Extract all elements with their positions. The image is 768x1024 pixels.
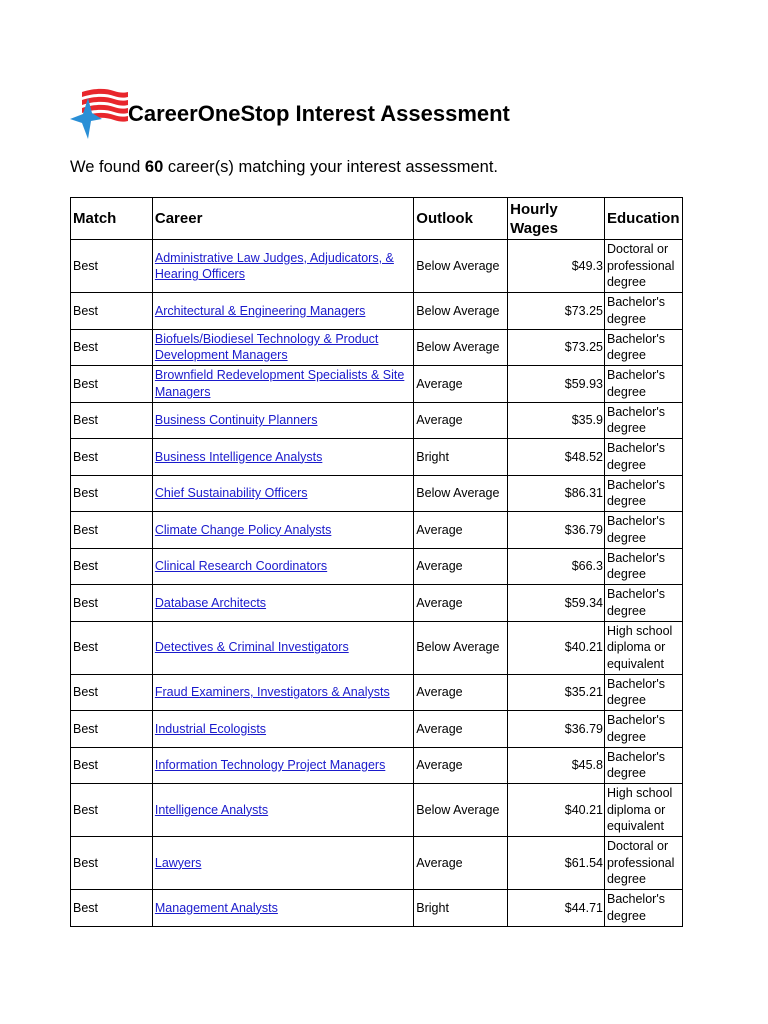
wage-cell: $61.54 — [508, 837, 605, 890]
match-cell: Best — [71, 366, 153, 403]
match-cell: Best — [71, 585, 153, 622]
career-cell — [152, 784, 413, 837]
table-header-row — [71, 198, 683, 240]
match-cell: Best — [71, 890, 153, 927]
careers-table — [70, 197, 683, 927]
careeronestop-logo-icon — [68, 86, 130, 142]
outlook-cell: Average — [414, 366, 508, 403]
summary-suffix: career(s) matching your interest assessment. — [163, 158, 498, 176]
education-cell: Bachelor's degree — [604, 711, 682, 748]
outlook-cell: Average — [414, 747, 508, 784]
wage-cell: $48.52 — [508, 439, 605, 476]
career-link[interactable]: Architectural & Engineering Managers — [154, 303, 366, 318]
wage-cell: $45.8 — [508, 747, 605, 784]
career-link[interactable]: Clinical Research Coordinators — [154, 559, 328, 573]
outlook-cell: Average — [414, 585, 508, 622]
outlook-cell: Average — [414, 837, 508, 890]
match-cell: Best — [71, 475, 153, 512]
wage-cell: $73.25 — [508, 293, 605, 330]
career-cell — [152, 512, 413, 549]
match-cell: Best — [71, 548, 153, 585]
table-row — [71, 890, 683, 927]
column-header-outlook: Outlook — [414, 198, 508, 240]
table-row — [71, 329, 683, 366]
wage-cell: $66.3 — [508, 548, 605, 585]
outlook-cell: Below Average — [414, 621, 508, 674]
outlook-cell: Average — [414, 402, 508, 439]
career-link[interactable]: Climate Change Policy Analysts — [154, 522, 332, 537]
summary-prefix: We found — [70, 158, 145, 176]
outlook-cell: Below Average — [414, 329, 508, 366]
education-cell: Bachelor's degree — [604, 548, 682, 585]
results-count: 60 — [144, 158, 164, 176]
career-link[interactable]: Lawyers — [154, 855, 202, 870]
career-cell — [152, 329, 413, 366]
outlook-cell: Bright — [414, 890, 508, 927]
table-row — [71, 240, 683, 293]
career-link[interactable]: Database Architects — [154, 595, 267, 610]
table-row — [71, 674, 683, 711]
career-cell — [152, 674, 413, 711]
education-cell: Bachelor's degree — [604, 402, 682, 439]
career-cell — [152, 837, 413, 890]
match-cell: Best — [71, 293, 153, 330]
table-row — [71, 837, 683, 890]
education-cell: Bachelor's degree — [604, 366, 682, 403]
match-cell: Best — [71, 674, 153, 711]
match-cell: Best — [71, 329, 153, 366]
wage-cell: $35.21 — [508, 674, 605, 711]
match-cell: Best — [71, 837, 153, 890]
wage-cell: $59.34 — [508, 585, 605, 622]
page-title: CareerOneStop Interest Assessment — [128, 101, 510, 126]
career-cell — [152, 366, 413, 403]
wage-cell: $73.25 — [508, 329, 605, 366]
outlook-cell: Below Average — [414, 784, 508, 837]
table-row — [71, 747, 683, 784]
table-row — [71, 439, 683, 476]
career-cell — [152, 475, 413, 512]
column-header-education: Education — [604, 198, 682, 240]
column-header-match: Match — [71, 198, 153, 240]
match-cell: Best — [71, 747, 153, 784]
career-cell — [152, 621, 413, 674]
match-cell: Best — [71, 784, 153, 837]
column-header-career: Career — [152, 198, 413, 240]
wage-cell: $44.71 — [508, 890, 605, 927]
career-link[interactable]: Biofuels/Biodiesel Technology & Product Development Managers — [154, 331, 379, 363]
table-row — [71, 585, 683, 622]
wage-cell: $35.9 — [508, 402, 605, 439]
education-cell: Doctoral or professional degree — [604, 240, 682, 293]
career-cell — [152, 711, 413, 748]
education-cell: Bachelor's degree — [604, 475, 682, 512]
table-row — [71, 475, 683, 512]
career-link[interactable]: Business Intelligence Analysts — [154, 449, 323, 464]
education-cell: Bachelor's degree — [604, 293, 682, 330]
wage-cell: $36.79 — [508, 711, 605, 748]
education-cell: High school diploma or equivalent — [604, 784, 682, 837]
wage-cell: $40.21 — [508, 621, 605, 674]
table-body — [71, 240, 683, 927]
career-cell — [152, 439, 413, 476]
education-cell: Bachelor's degree — [604, 439, 682, 476]
career-link[interactable]: Business Continuity Planners — [154, 413, 318, 427]
outlook-cell: Below Average — [414, 293, 508, 330]
education-cell: Bachelor's degree — [604, 329, 682, 366]
wage-cell: $36.79 — [508, 512, 605, 549]
match-cell: Best — [71, 711, 153, 748]
education-cell: Doctoral or professional degree — [604, 837, 682, 890]
career-link[interactable]: Administrative Law Judges, Adjudicators, & Hearing Officers — [154, 250, 394, 281]
wage-cell: $49.3 — [508, 240, 605, 293]
outlook-cell: Average — [414, 548, 508, 585]
match-cell: Best — [71, 512, 153, 549]
education-cell: Bachelor's degree — [604, 512, 682, 549]
career-cell — [152, 890, 413, 927]
results-summary — [70, 158, 498, 177]
career-cell — [152, 402, 413, 439]
match-cell: Best — [71, 402, 153, 439]
outlook-cell: Below Average — [414, 475, 508, 512]
outlook-cell: Average — [414, 674, 508, 711]
table-row — [71, 548, 683, 585]
outlook-cell: Bright — [414, 439, 508, 476]
education-cell: High school diploma or equivalent — [604, 621, 682, 674]
wage-cell: $86.31 — [508, 475, 605, 512]
outlook-cell: Average — [414, 711, 508, 748]
page-header — [68, 86, 510, 142]
table-row — [71, 784, 683, 837]
table-row — [71, 293, 683, 330]
career-cell — [152, 240, 413, 293]
table-row — [71, 402, 683, 439]
wage-cell: $59.93 — [508, 366, 605, 403]
career-link[interactable]: Fraud Examiners, Investigators & Analysts — [154, 685, 390, 699]
match-cell: Best — [71, 621, 153, 674]
wage-cell: $40.21 — [508, 784, 605, 837]
table-row — [71, 711, 683, 748]
career-cell — [152, 585, 413, 622]
career-cell — [152, 293, 413, 330]
table-row — [71, 512, 683, 549]
career-cell — [152, 747, 413, 784]
career-link[interactable]: Detectives & Criminal Investigators — [154, 640, 349, 655]
match-cell: Best — [71, 240, 153, 293]
career-link[interactable]: Brownfield Redevelopment Specialists & Site Managers — [154, 368, 405, 399]
career-link[interactable]: Chief Sustainability Officers — [154, 486, 308, 500]
education-cell: Bachelor's degree — [604, 674, 682, 711]
match-cell: Best — [71, 439, 153, 476]
table-row — [71, 621, 683, 674]
career-link[interactable]: Management Analysts — [154, 900, 278, 915]
outlook-cell: Below Average — [414, 240, 508, 293]
career-link[interactable]: Industrial Ecologists — [154, 721, 267, 736]
table-row — [71, 366, 683, 403]
career-link[interactable]: Intelligence Analysts — [154, 802, 269, 817]
education-cell: Bachelor's degree — [604, 890, 682, 927]
career-cell — [152, 548, 413, 585]
education-cell: Bachelor's degree — [604, 585, 682, 622]
outlook-cell: Average — [414, 512, 508, 549]
education-cell: Bachelor's degree — [604, 747, 682, 784]
career-link[interactable]: Information Technology Project Managers — [154, 758, 386, 772]
column-header-hourly-wages: Hourly Wages — [508, 198, 605, 240]
